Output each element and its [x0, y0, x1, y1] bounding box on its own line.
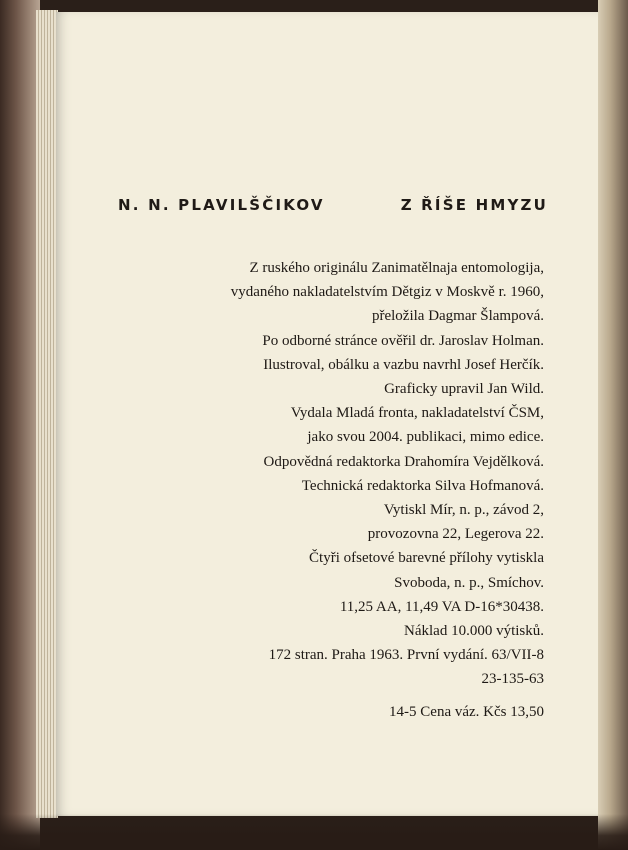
colophon-line: Technická redaktorka Silva Hofmanová.	[301, 477, 544, 494]
bottom-shadow	[0, 814, 628, 850]
author-name: N. N. PLAVILŠČIKOV	[118, 196, 325, 214]
colophon-line: Po odborné stránce ověřil dr. Jaroslav Holman.	[262, 332, 544, 349]
book-spine-edge	[0, 0, 40, 850]
colophon-line: Z ruského originálu Zanimatělnaja entomologija,	[249, 260, 544, 276]
page-right-edge	[598, 0, 628, 850]
colophon-line: Ilustroval, obálku a vazbu navrhl Josef Herčík.	[263, 356, 544, 373]
colophon-line: Vydala Mladá fronta, nakladatelství ČSM,	[290, 405, 544, 422]
colophon-line: Náklad 10.000 výtisků.	[404, 623, 544, 640]
colophon-line: provozovna 22, Legerova 22.	[367, 526, 544, 543]
colophon-line: Svoboda, n. p., Smíchov.	[394, 574, 544, 591]
colophon	[124, 256, 544, 724]
colophon-line: Vytiskl Mír, n. p., závod 2,	[383, 502, 544, 519]
colophon-price-line: 14-5 Cena váz. Kčs 13,50	[389, 703, 544, 720]
colophon-line: 11,25 AA, 11,49 VA D-16*30438.	[339, 598, 544, 615]
page-stack	[36, 10, 58, 818]
colophon-line: 23-135-63	[481, 671, 544, 688]
colophon-line: Graficky upravil Jan Wild.	[384, 381, 544, 398]
colophon-line: Čtyři ofsetové barevné přílohy vytiskla	[309, 550, 544, 567]
colophon-line: 172 stran. Praha 1963. První vydání. 63/VII-8	[268, 647, 544, 664]
colophon-line: vydaného nakladatelstvím Dětgiz v Moskvě r. 1960,	[230, 284, 544, 301]
colophon-line: Odpovědná redaktorka Drahomíra Vejdělková.	[263, 453, 544, 470]
colophon-line: jako svou 2004. publikaci, mimo edice.	[307, 429, 544, 446]
book-title: Z ŘÍŠE HMYZU	[400, 196, 548, 214]
colophon-line: přeložila Dagmar Šlampová.	[371, 308, 544, 325]
